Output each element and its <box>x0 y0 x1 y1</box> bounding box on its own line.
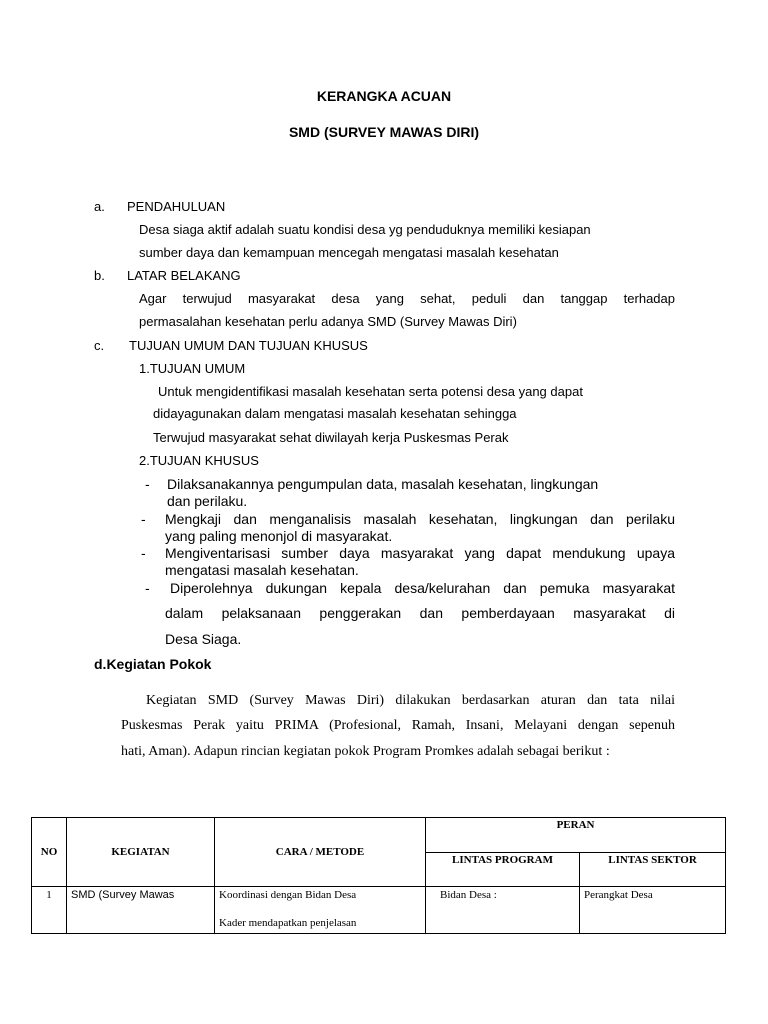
cara-metode-line: Koordinasi dengan Bidan Desa <box>219 889 357 901</box>
bullet-dash: - <box>145 580 150 596</box>
cell-cara-metode <box>215 887 426 934</box>
tujuan-khusus-item: dan perilaku. <box>167 493 248 509</box>
tujuan-khusus-item: Mengiventarisasi sumber daya masyarakat yang dapat mendukung upaya <box>165 545 675 561</box>
cell-no: 1 <box>32 887 67 934</box>
tujuan-umum-line: Untuk mengidentifikasi masalah kesehatan serta potensi desa yang dapat <box>158 384 583 399</box>
section-b-line: Agar terwujud masyarakat desa yang sehat, peduli dan tanggap terhadap <box>139 291 675 306</box>
section-b-line: permasalahan kesehatan perlu adanya SMD (Survey Mawas Diri) <box>139 314 517 329</box>
tujuan-umum-line: didayagunakan dalam mengatasi masalah kesehatan sehingga <box>153 406 517 421</box>
section-d-line: Puskesmas Perak yaitu PRIMA (Profesional, Ramah, Insani, Melayani dengan sepenuh <box>121 718 675 733</box>
section-a-heading: PENDAHULUAN <box>127 199 226 214</box>
tujuan-umum-heading: 1.TUJUAN UMUM <box>139 361 246 376</box>
cara-metode-line: Kader mendapatkan penjelasan <box>219 917 357 929</box>
tujuan-umum-line: Terwujud masyarakat sehat diwilayah kerja Puskesmas Perak <box>153 430 509 445</box>
section-d-heading: d.Kegiatan Pokok <box>94 656 212 672</box>
tujuan-khusus-item: Dilaksanakannya pengumpulan data, masalah kesehatan, lingkungan <box>167 476 599 492</box>
cell-lintas-program: Bidan Desa : <box>426 887 580 934</box>
header-lintas-program: LINTAS PROGRAM <box>426 853 580 887</box>
tujuan-khusus-item: yang paling menonjol di masyarakat. <box>165 528 393 544</box>
section-c-marker: c. <box>94 338 105 353</box>
section-c-heading: TUJUAN UMUM DAN TUJUAN KHUSUS <box>129 338 368 353</box>
header-cara-metode: CARA / METODE <box>215 818 426 887</box>
section-b-heading: LATAR BELAKANG <box>127 268 241 283</box>
tujuan-khusus-item: Mengkaji dan menganalisis masalah kesehatan, lingkungan dan perilaku <box>165 511 675 527</box>
header-kegiatan: KEGIATAN <box>67 818 215 887</box>
section-b-marker: b. <box>94 268 105 283</box>
bullet-dash: - <box>141 545 146 561</box>
section-a-marker: a. <box>94 199 105 214</box>
tujuan-khusus-heading: 2.TUJUAN KHUSUS <box>139 453 259 468</box>
cell-kegiatan: SMD (Survey Mawas <box>67 887 215 934</box>
table-row <box>32 887 726 934</box>
section-d-line: Kegiatan SMD (Survey Mawas Diri) dilakukan berdasarkan aturan dan tata nilai <box>146 693 675 708</box>
tujuan-khusus-item: dalam pelaksanaan penggerakan dan pemberdayaan masyarakat di <box>165 605 675 621</box>
tujuan-khusus-item: Desa Siaga. <box>165 631 242 647</box>
bullet-dash: - <box>141 511 146 527</box>
header-no: NO <box>32 818 67 887</box>
kegiatan-table <box>31 817 726 934</box>
header-peran: PERAN <box>426 818 726 853</box>
section-a-line: Desa siaga aktif adalah suatu kondisi desa yg penduduknya memiliki kesiapan <box>139 222 591 237</box>
tujuan-khusus-item: mengatasi masalah kesehatan. <box>165 562 359 578</box>
bullet-dash: - <box>145 476 150 492</box>
section-a-line: sumber daya dan kemampuan mencegah mengatasi masalah kesehatan <box>139 245 559 260</box>
tujuan-khusus-item: Diperolehnya dukungan kepala desa/kelurahan dan pemuka masyarakat <box>170 580 675 596</box>
header-lintas-sektor: LINTAS SEKTOR <box>580 853 726 887</box>
document-title: KERANGKA ACUAN <box>316 88 452 104</box>
cell-lintas-sektor: Perangkat Desa <box>580 887 726 934</box>
document-subtitle: SMD (SURVEY MAWAS DIRI) <box>288 124 480 140</box>
section-d-line: hati, Aman). Adapun rincian kegiatan pokok Program Promkes adalah sebagai berikut : <box>121 744 610 759</box>
